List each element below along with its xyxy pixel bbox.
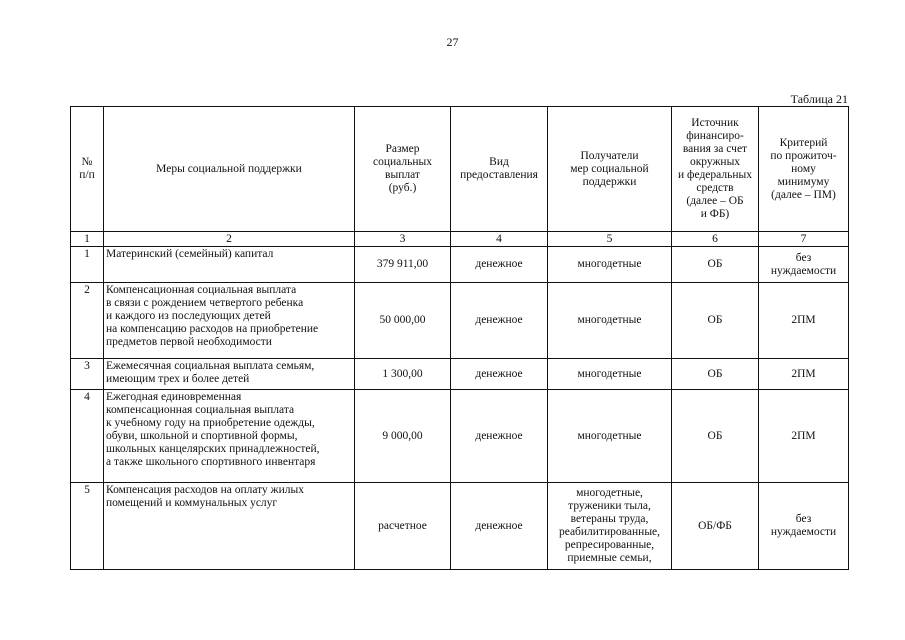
amount-cell: 9 000,00 bbox=[355, 390, 451, 483]
criterion-cell bbox=[759, 283, 849, 359]
recipients-cell-line: реабилитированные, bbox=[558, 526, 661, 538]
header-line: по прожиточ- bbox=[770, 149, 837, 162]
column-number: 4 bbox=[451, 232, 548, 247]
measure-cell-line: обуви, школьной и спортивной формы, bbox=[106, 430, 298, 442]
measure-cell-line: и каждого из последующих детей bbox=[106, 310, 271, 322]
recipients-cell-line: многодетные, bbox=[576, 487, 643, 499]
criterion-cell bbox=[759, 483, 849, 570]
header-line: поддержки bbox=[582, 175, 637, 188]
header-line: (далее – ПМ) bbox=[771, 188, 836, 201]
measure-cell-line: в связи с рождением четвертого ребенка bbox=[106, 297, 304, 309]
type-cell: денежное bbox=[451, 359, 548, 390]
header-line: средств bbox=[696, 182, 734, 194]
row-number: 4 bbox=[71, 390, 104, 483]
source-cell: ОБ bbox=[672, 247, 759, 283]
table-row bbox=[71, 247, 849, 283]
row-number: 3 bbox=[71, 359, 104, 390]
table-caption: Таблица 21 bbox=[790, 92, 848, 106]
header-cell bbox=[672, 107, 759, 232]
header-line: и ФБ) bbox=[700, 208, 730, 220]
header-cell bbox=[355, 107, 451, 232]
table-row bbox=[71, 390, 849, 483]
measure-cell-line: компенсационная социальная выплата bbox=[106, 404, 295, 416]
recipients-cell-line: многодетные bbox=[577, 429, 642, 442]
measure-cell bbox=[104, 283, 355, 359]
source-cell: ОБ bbox=[672, 390, 759, 483]
source-cell: ОБ/ФБ bbox=[672, 483, 759, 570]
recipients-cell bbox=[548, 483, 672, 570]
measure-cell-line: предметов первой необходимости bbox=[106, 336, 272, 348]
criterion-cell-line: 2ПМ bbox=[791, 314, 816, 326]
header-line: Размер bbox=[385, 143, 420, 155]
row-number: 1 bbox=[71, 247, 104, 283]
row-number: 2 bbox=[71, 283, 104, 359]
measure-cell-line: помещений и коммунальных услуг bbox=[106, 497, 278, 509]
amount-cell: 50 000,00 bbox=[355, 283, 451, 359]
row-number: 5 bbox=[71, 483, 104, 570]
header-line: (далее – ОБ bbox=[686, 195, 744, 207]
measure-cell-line: Ежемесячная социальная выплата семьям, bbox=[106, 360, 315, 372]
measure-cell bbox=[104, 483, 355, 570]
type-cell: денежное bbox=[451, 390, 548, 483]
header-line: Меры социальной поддержки bbox=[156, 162, 302, 175]
amount-cell: 1 300,00 bbox=[355, 359, 451, 390]
header-line: окружных bbox=[689, 156, 741, 168]
measure-cell bbox=[104, 247, 355, 283]
column-number: 7 bbox=[759, 232, 849, 247]
measure-cell-line: к учебному году на приобретение одежды, bbox=[106, 417, 315, 429]
column-number: 5 bbox=[548, 232, 672, 247]
header-cell bbox=[759, 107, 849, 232]
type-cell: денежное bbox=[451, 283, 548, 359]
header-line: Вид bbox=[489, 156, 509, 168]
header-cell bbox=[548, 107, 672, 232]
header-cell bbox=[104, 107, 355, 232]
recipients-cell-line: труженики тыла, bbox=[568, 500, 651, 512]
header-cell bbox=[451, 107, 548, 232]
header-line: Критерий bbox=[779, 136, 828, 149]
recipients-cell-line: приемные семьи, bbox=[567, 552, 652, 564]
type-cell: денежное bbox=[451, 247, 548, 283]
header-line: минимуму bbox=[777, 175, 830, 188]
header-line: финансиро- bbox=[686, 130, 744, 142]
measure-cell-line: Компенсационная социальная выплата bbox=[106, 284, 297, 296]
recipients-cell-line: ветераны труда, bbox=[570, 513, 649, 525]
column-number: 2 bbox=[104, 232, 355, 247]
measure-cell-line: а также школьного спортивного инвентаря bbox=[106, 456, 316, 468]
table-row bbox=[71, 283, 849, 359]
criterion-cell-line: без bbox=[795, 513, 812, 525]
column-number: 3 bbox=[355, 232, 451, 247]
header-line: п/п bbox=[79, 169, 95, 181]
table-row bbox=[71, 483, 849, 570]
measure-cell-line: имеющим трех и более детей bbox=[106, 373, 250, 385]
column-number: 6 bbox=[672, 232, 759, 247]
recipients-cell-line: многодетные bbox=[577, 258, 642, 270]
table-row bbox=[71, 359, 849, 390]
criterion-cell bbox=[759, 359, 849, 390]
support-measures-table bbox=[70, 106, 849, 570]
criterion-cell-line: нуждаемости bbox=[770, 264, 837, 277]
header-line: предоставления bbox=[460, 169, 538, 181]
header-line: социальных bbox=[373, 156, 432, 168]
recipients-cell-line: репресированные, bbox=[564, 539, 655, 551]
type-cell: денежное bbox=[451, 483, 548, 570]
measure-cell-line: Компенсация расходов на оплату жилых bbox=[106, 484, 304, 496]
criterion-cell-line: 2ПМ bbox=[791, 429, 816, 442]
page-number: 27 bbox=[446, 35, 459, 49]
header-line: выплат bbox=[385, 169, 420, 181]
header-line: (руб.) bbox=[388, 182, 417, 194]
measure-cell bbox=[104, 390, 355, 483]
measure-cell-line: Ежегодная единовременная bbox=[106, 391, 242, 403]
header-line: Источник bbox=[691, 117, 739, 129]
header-row bbox=[71, 107, 849, 232]
source-cell: ОБ bbox=[672, 359, 759, 390]
column-number-row bbox=[71, 232, 849, 247]
header-line: вания за счет bbox=[682, 143, 748, 155]
recipients-cell bbox=[548, 359, 672, 390]
criterion-cell-line: 2ПМ bbox=[791, 367, 816, 380]
header-line: Получатели bbox=[580, 149, 639, 162]
header-cell bbox=[71, 107, 104, 232]
recipients-cell bbox=[548, 247, 672, 283]
header-line: мер социальной bbox=[570, 162, 649, 175]
measure-cell-line: школьных канцелярских принадлежностей, bbox=[106, 443, 320, 455]
recipients-cell-line: многодетные bbox=[577, 314, 642, 326]
criterion-cell bbox=[759, 390, 849, 483]
criterion-cell-line: без bbox=[795, 251, 812, 264]
recipients-cell bbox=[548, 283, 672, 359]
source-cell: ОБ bbox=[672, 283, 759, 359]
recipients-cell bbox=[548, 390, 672, 483]
measure-cell-line: на компенсацию расходов на приобретение bbox=[106, 323, 319, 335]
column-number: 1 bbox=[71, 232, 104, 247]
recipients-cell-line: многодетные bbox=[577, 367, 642, 380]
header-line: ному bbox=[791, 162, 816, 175]
amount-cell: 379 911,00 bbox=[355, 247, 451, 283]
criterion-cell bbox=[759, 247, 849, 283]
header-line: № bbox=[81, 156, 93, 168]
measure-cell-line: Материнский (семейный) капитал bbox=[106, 248, 274, 260]
measure-cell bbox=[104, 359, 355, 390]
amount-cell: расчетное bbox=[355, 483, 451, 570]
header-line: и федеральных bbox=[678, 169, 752, 181]
criterion-cell-line: нуждаемости bbox=[770, 526, 837, 538]
